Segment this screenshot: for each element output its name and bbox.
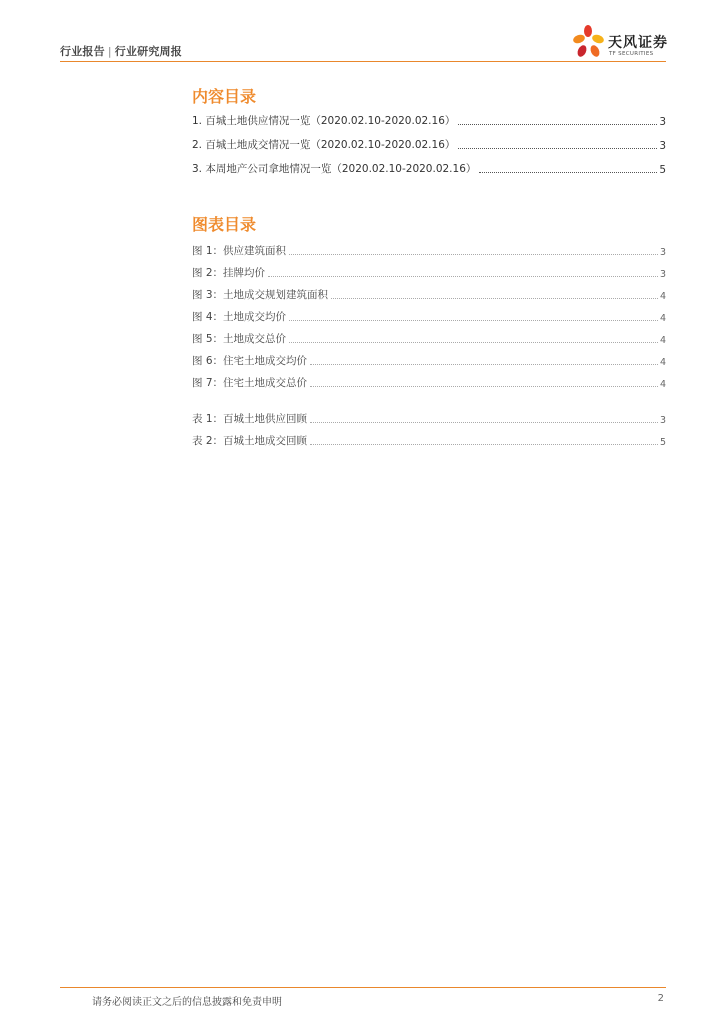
breadcrumb (60, 43, 182, 59)
entry-page: 5 (659, 437, 666, 448)
figures-list (192, 236, 666, 448)
breadcrumb-separator: | (107, 45, 112, 58)
dot-leader (310, 422, 658, 423)
entry-page: 4 (659, 335, 666, 346)
entry-page: 3 (659, 247, 666, 258)
contents-entry-2[interactable] (192, 128, 666, 152)
figure-entry-6[interactable] (192, 346, 666, 368)
dot-leader (331, 298, 658, 299)
entry-label: 图 3：土地成交规划建筑面积 (192, 289, 329, 301)
dot-leader (310, 386, 658, 387)
entry-label: 图 5：土地成交总价 (192, 333, 287, 345)
contents-title: 内容目录 (192, 87, 257, 106)
dot-leader (289, 342, 658, 343)
entry-label: 表 1：百城土地供应回顾 (192, 413, 308, 425)
footer-rule (60, 987, 666, 988)
dot-leader (289, 254, 658, 255)
dot-leader (310, 444, 658, 445)
figure-entry-3[interactable] (192, 280, 666, 302)
entry-page: 4 (659, 291, 666, 302)
figures-title: 图表目录 (192, 215, 257, 234)
entry-page: 4 (659, 357, 666, 368)
tf-securities-logo (571, 24, 671, 62)
dot-leader (458, 148, 657, 149)
dot-leader (458, 124, 657, 125)
entry-label: 2. 百城土地成交情况一览（2020.02.10-2020.02.16） (192, 139, 456, 151)
entry-label: 图 6：住宅土地成交均价 (192, 355, 308, 367)
breadcrumb-industry-report: 行业报告 (60, 45, 105, 58)
dot-leader (289, 320, 658, 321)
entry-page: 3 (659, 415, 666, 426)
contents-entry-1[interactable] (192, 104, 666, 128)
figure-entry-4[interactable] (192, 302, 666, 324)
page-footer (60, 987, 666, 1008)
figure-entry-7[interactable] (192, 368, 666, 390)
entry-page: 3 (659, 269, 666, 280)
entry-label: 图 2：挂牌均价 (192, 267, 266, 279)
entry-label: 图 7：住宅土地成交总价 (192, 377, 308, 389)
entry-page: 5 (659, 164, 666, 176)
figure-entry-5[interactable] (192, 324, 666, 346)
figure-entry-2[interactable] (192, 258, 666, 280)
entry-page: 3 (659, 140, 666, 152)
entry-label: 图 1：供应建筑面积 (192, 245, 287, 257)
table-entry-1[interactable] (192, 404, 666, 426)
entry-label: 图 4：土地成交均价 (192, 311, 287, 323)
entry-page: 4 (659, 379, 666, 390)
entry-page: 4 (659, 313, 666, 324)
list-gap (192, 390, 666, 404)
contents-entry-3[interactable] (192, 152, 666, 176)
dot-leader (310, 364, 658, 365)
entry-label: 表 2：百城土地成交回顾 (192, 435, 308, 447)
page-number: 2 (657, 993, 664, 1004)
figure-entry-1[interactable] (192, 236, 666, 258)
entry-label: 1. 百城土地供应情况一览（2020.02.10-2020.02.16） (192, 115, 456, 127)
entry-page: 3 (659, 116, 666, 128)
logo-english-name: TF SECURITIES (609, 51, 654, 57)
dot-leader (268, 276, 658, 277)
table-entry-2[interactable] (192, 426, 666, 448)
disclaimer-text: 请务必阅读正文之后的信息披露和免责申明 (92, 997, 282, 1008)
logo-chinese-name: 天风证券 (608, 35, 668, 51)
entry-label: 3. 本周地产公司拿地情况一览（2020.02.10-2020.02.16） (192, 163, 477, 175)
contents-list (192, 104, 666, 176)
breadcrumb-weekly-report: 行业研究周报 (114, 45, 182, 58)
flower-logo-icon (571, 24, 607, 60)
dot-leader (479, 172, 657, 173)
